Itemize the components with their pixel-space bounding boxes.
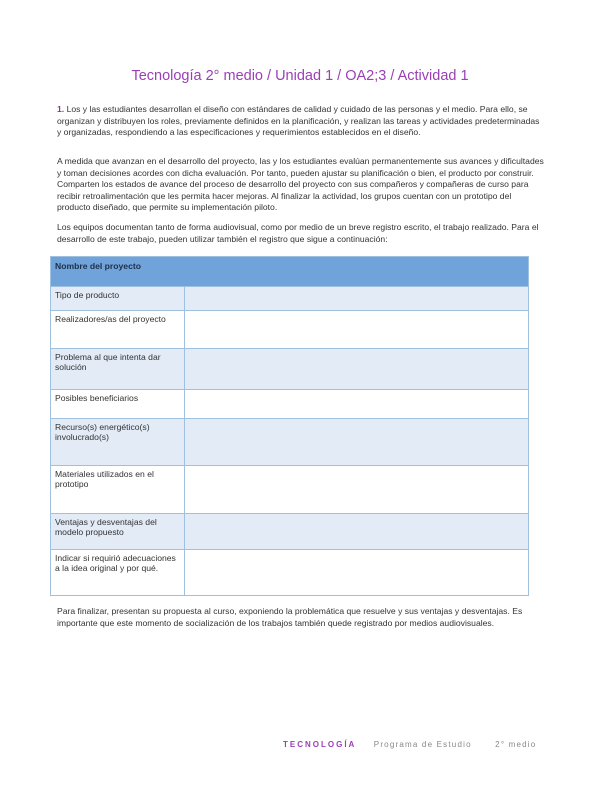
table-row <box>51 419 529 466</box>
paragraph-number: 1. <box>57 104 65 114</box>
row-value-field[interactable] <box>185 311 529 349</box>
table-header-cell: Nombre del proyecto <box>51 257 529 287</box>
row-value-field[interactable] <box>185 514 529 550</box>
project-table <box>50 256 529 596</box>
row-value-field[interactable] <box>185 466 529 514</box>
page-footer <box>283 740 536 749</box>
footer-grade: 2° medio <box>495 740 537 749</box>
row-value-field[interactable] <box>185 349 529 390</box>
row-value-field[interactable] <box>185 419 529 466</box>
table-row <box>51 466 529 514</box>
row-label: Indicar si requirió adecuaciones a la idea original y por qué. <box>51 550 185 596</box>
paragraph-text: Los y las estudiantes desarrollan el diseño con estándares de calidad y cuidado de las personas y el medio. Para ello, se organizan y distribuyen los roles, previamente definidos en la planificación, y realizan las tareas y actividades predeterminadas y organizadas, respondiendo a las especificaciones y requerimientos establecidos en el diseño. <box>57 104 540 138</box>
row-label: Recurso(s) energético(s) involucrado(s) <box>51 419 185 466</box>
table-row <box>51 550 529 596</box>
paragraph-2: A medida que avanzan en el desarrollo del proyecto, las y los estudiantes evalúan permanentemente sus avances y dificultades y toman decisiones acordes con dicha evaluación. Por tanto, pueden ajustar su planificación o bien, el producto por construir. Comparten los estados de avance del proceso de desarrollo del proyecto con sus compañeros y compañeras de curso para recibir retroalimentación que les permita hacer mejoras. Al finalizar la actividad, los grupos cuentan con un prototipo del producto diseñado, que permite su implementación piloto. <box>57 156 544 213</box>
table-row <box>51 349 529 390</box>
row-value-field[interactable] <box>185 550 529 596</box>
table-row <box>51 287 529 311</box>
page-title: Tecnología 2° medio / Unidad 1 / OA2;3 / Actividad 1 <box>131 68 469 84</box>
row-label: Problema al que intenta dar solución <box>51 349 185 390</box>
table-row <box>51 311 529 349</box>
row-label: Ventajas y desventajas del modelo propuesto <box>51 514 185 550</box>
row-label: Realizadores/as del proyecto <box>51 311 185 349</box>
row-label: Tipo de producto <box>51 287 185 311</box>
table-row <box>51 390 529 419</box>
table-row <box>51 514 529 550</box>
paragraph-4: Para finalizar, presentan su propuesta al curso, exponiendo la problemática que resuelve y sus ventajas y desventajas. Es importante que este momento de socialización de los trabajos también quede registrado por medios audiovisuales. <box>57 606 523 628</box>
table-header-row <box>51 257 529 287</box>
paragraph-3: Los equipos documentan tanto de forma audiovisual, como por medio de un breve registro escrito, el trabajo realizado. Para el desarrollo de este trabajo, pueden utilizar también el registro que sigue a continuación: <box>57 222 539 244</box>
row-label: Posibles beneficiarios <box>51 390 185 419</box>
row-label: Materiales utilizados en el prototipo <box>51 466 185 514</box>
row-value-field[interactable] <box>185 287 529 311</box>
paragraph-1 <box>57 104 545 139</box>
row-value-field[interactable] <box>185 390 529 419</box>
footer-program: Programa de Estudio <box>373 740 472 749</box>
footer-brand: TECNOLOGÍA <box>283 740 357 749</box>
